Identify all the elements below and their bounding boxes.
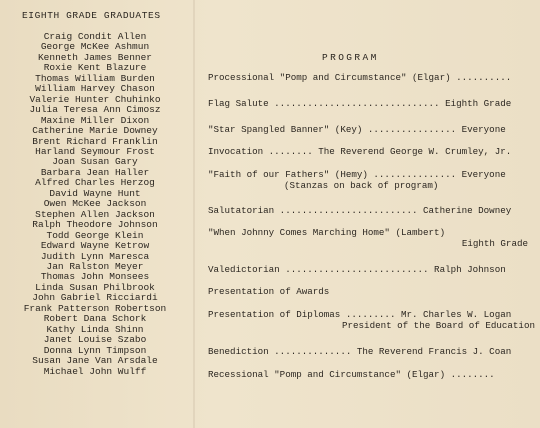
program-item-flag-salute bbox=[208, 98, 528, 109]
graduate-name: Judith Lynn Maresca bbox=[40, 250, 150, 262]
graduate-name: Owen McKee Jackson bbox=[43, 198, 147, 210]
program-item-anthem bbox=[208, 124, 528, 135]
program-item-text: "Star Spangled Banner" (Key) ................ Everyone bbox=[208, 124, 506, 135]
page-fold bbox=[193, 0, 195, 428]
graduate-name: Joan Susan Gary bbox=[52, 156, 138, 168]
program-item-text: Presentation of Awards bbox=[208, 286, 330, 297]
graduate-name: Stephen Allen Jackson bbox=[35, 208, 155, 220]
program-title: PROGRAM bbox=[322, 52, 379, 63]
graduate-name: Susan Jane Van Arsdale bbox=[32, 355, 158, 367]
graduate-name: Jan Ralston Meyer bbox=[46, 260, 144, 272]
graduate-name: Edward Wayne Ketrow bbox=[40, 240, 150, 252]
program-item-text: Flag Salute .............................. Eighth Grade bbox=[208, 98, 512, 109]
program-item-invocation bbox=[208, 146, 528, 157]
graduate-name: Thomas William Burden bbox=[35, 72, 155, 84]
program-item-text: Presentation of Diplomas ......... Mr. Charles W. Logan bbox=[208, 309, 512, 320]
program-item-text: "Faith of our Fathers" (Hemy) ............... Everyone bbox=[208, 169, 506, 180]
program-item-text: Invocation ........ The Reverend George W. Crumley, Jr. bbox=[208, 146, 512, 157]
program-item-text: Recessional "Pomp and Circumstance" (Elgar) ........ bbox=[208, 369, 495, 380]
graduate-name: Ralph Theodore Johnson bbox=[32, 219, 158, 231]
graduate-name: Barbara Jean Haller bbox=[40, 166, 150, 178]
program-item-title: President of the Board of Education bbox=[342, 320, 535, 331]
graduates-list bbox=[0, 32, 190, 377]
graduate-name: Frank Patterson Robertson bbox=[23, 302, 167, 314]
graduate-name: Kathy Linda Shinn bbox=[46, 323, 144, 335]
program-item-salutatorian bbox=[208, 205, 528, 216]
graduate-name: Linda Susan Philbrook bbox=[35, 281, 155, 293]
program-item-processional bbox=[208, 72, 528, 83]
program-item-hymn bbox=[208, 169, 528, 191]
program-item-diplomas bbox=[208, 309, 535, 331]
graduate-name: Brent Richard Franklin bbox=[32, 135, 158, 147]
graduate-name: Alfred Charles Herzog bbox=[35, 177, 155, 189]
graduate-name: Michael John Wulff bbox=[43, 365, 147, 377]
graduate-name: Maxine Miller Dixon bbox=[40, 114, 150, 126]
program-item-text: Processional "Pomp and Circumstance" (Elgar) .......... bbox=[208, 72, 512, 83]
program-item-text: Salutatorian ......................... Catherine Downey bbox=[208, 205, 512, 216]
graduate-name: Roxie Kent Blazure bbox=[43, 62, 147, 74]
graduate-name: Thomas John Monsees bbox=[40, 271, 150, 283]
graduate-name: William Harvey Chason bbox=[35, 83, 155, 95]
graduate-name: Harland Seymour Frost bbox=[35, 145, 155, 157]
graduate-name: Robert Dana Schork bbox=[43, 313, 147, 325]
graduates-heading: EIGHTH GRADE GRADUATES bbox=[22, 10, 161, 21]
graduate-name: Julia Teresa Ann Cimosz bbox=[29, 104, 161, 116]
graduate-name: David Wayne Hunt bbox=[49, 187, 141, 199]
graduate-name: George McKee Ashmun bbox=[40, 41, 150, 53]
graduate-name: Kenneth James Benner bbox=[37, 51, 153, 63]
graduate-name: Valerie Hunter Chuhinko bbox=[29, 93, 161, 105]
graduate-name: Catherine Marie Downey bbox=[32, 125, 158, 137]
program-item-text: Benediction .............. The Reverend Francis J. Coan bbox=[208, 346, 512, 357]
program-item-performer: Eighth Grade bbox=[461, 238, 528, 249]
program-item-awards bbox=[208, 286, 528, 297]
program-item-johnny bbox=[208, 227, 528, 249]
graduate-name: Janet Louise Szabo bbox=[43, 334, 147, 346]
program-item-text: Valedictorian .......................... Ralph Johnson bbox=[208, 264, 506, 275]
program-item-text: "When Johnny Comes Marching Home" (Lambert) bbox=[208, 227, 446, 238]
program-item-note: (Stanzas on back of program) bbox=[284, 180, 439, 191]
graduate-name: Todd George Klein bbox=[46, 229, 144, 241]
program-item-recessional bbox=[208, 369, 528, 380]
program-item-benediction bbox=[208, 346, 528, 357]
graduate-name: John Gabriel Ricciardi bbox=[32, 292, 158, 304]
graduate-name: Donna Lynn Timpson bbox=[43, 344, 147, 356]
graduate-name: Craig Condit Allen bbox=[43, 31, 147, 42]
program-item-valedictorian bbox=[208, 264, 528, 275]
